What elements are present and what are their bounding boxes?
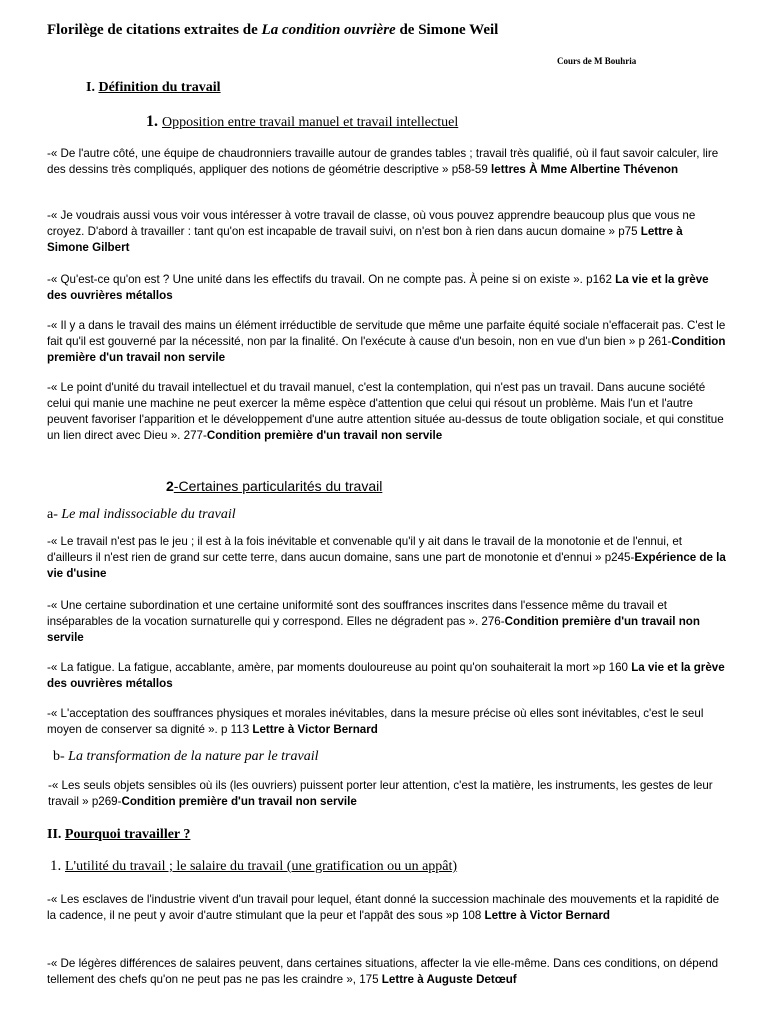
quote-5: -« Le point d'unité du travail intellectuel et du travail manuel, c'est la contemplation, qui n'est pas un travail. Dans aucune société celui qui manie une machine ne peut exercer la même espèce d'attention que celui qui résout un problème. Mais l'un et l'autre peuvent favoriser l'apparition et le développement d'une autre attention située au-dessus de toute obligation sociale, et qui constitue un lien direct avec Dieu ». 277-Condition première d'un travail non servile [47, 381, 724, 442]
quote-7: -« Une certaine subordination et une certaine uniformité sont des souffrances inscrites dans l'essence même du travail et inséparables de la vocation surnaturelle qui y correspond. Elles ne dégradent pas ». 276-Condition première d'un travail non servile [47, 599, 700, 644]
subsection-heading-1-1: 1. Opposition entre travail manuel et travail intellectuel [146, 113, 459, 130]
subsection-heading-1-2: 2-Certaines particularités du travail [166, 478, 383, 494]
subsection-heading-1-2-a: a- Le mal indissociable du travail [47, 507, 236, 522]
quote-11: -« Les esclaves de l'industrie vivent d'un travail pour lequel, étant donné la succession machinale des mouvements et la rapidité de la cadence, il ne peut y avoir d'autre stimulant que la peur et l'appât des sous »p 108 Lettre à Victor Bernard [47, 893, 720, 922]
subsection-heading-2-1: 1. L'utilité du travail ; le salaire du travail (une gratification ou un appât) [50, 858, 458, 874]
subsection-heading-1-2-b: b- La transformation de la nature par le travail [53, 749, 319, 764]
quote-9: -« L'acceptation des souffrances physiques et morales inévitables, dans la mesure précise où elles sont inévitables, c'est le seul moyen de conserver sa dignité ». p 113 Lettre à Victor Bernard [47, 707, 704, 736]
quote-1: -« De l'autre côté, une équipe de chaudronniers travaille autour de grandes tables ; travail très qualifié, où il faut savoir calculer, lire des dessins très compliqués, appliquer des notions de géométrie descriptive » p58-59 lettres À Mme Albertine Thévenon [47, 147, 719, 176]
section-heading-2: II. Pourquoi travailler ? [47, 827, 191, 842]
quote-10: -« Les seuls objets sensibles où ils (les ouvriers) puissent porter leur attention, c'est la matière, les instruments, les gestes de leur travail » p269-Condition première d'un travail non servile [48, 779, 713, 808]
quote-6: -« Le travail n'est pas le jeu ; il est à la fois inévitable et convenable qu'il y ait dans le travail de la monotonie et de l'ennui, et d'ailleurs il n'est rien de grand sur cette terre, dans aucun domaine, sans une part de monotonie et d'ennui » p245-Expérience de la vie d'usine [47, 535, 726, 580]
quote-2: -« Je voudrais aussi vous voir vous intéresser à votre travail de classe, où vous pouvez apprendre beaucoup plus que vous ne croyez. D'abord à travailler : tant qu'on est incapable de travail suivi, on n'est bon à rien dans aucun domaine » p75 Lettre à Simone Gilbert [47, 209, 696, 254]
quote-8: -« La fatigue. La fatigue, accablante, amère, par moments douloureuse au point qu'on souhaiterait la mort »p 160 La vie et la grève des ouvrières métallos [47, 661, 725, 690]
quote-12: -« De légères différences de salaires peuvent, dans certaines situations, affecter la vie elle-même. Dans ces conditions, on dépend tellement des chefs qu'on ne peut pas ne pas les craindre », 175 Lettre à Auguste Detœuf [47, 957, 719, 986]
quote-3: -« Qu'est-ce qu'on est ? Une unité dans les effectifs du travail. On ne compte pas. À peine si on existe ». p162 La vie et la grève des ouvrières métallos [47, 273, 709, 302]
course-credit: Cours de M Bouhria [557, 56, 637, 66]
quote-4: -« Il y a dans le travail des mains un élément irréductible de servitude que même une parfaite équité sociale n'effacerait pas. C'est le fait qu'il est gouverné par la nécessité, non par la finalité. On l'exécute à cause d'un besoin, non en vue d'un bien » p 261-Condition première d'un travail non servile [47, 319, 726, 364]
document-title: Florilège de citations extraites de La condition ouvrière de Simone Weil [47, 22, 499, 38]
section-heading-1: I. Définition du travail [86, 80, 221, 95]
